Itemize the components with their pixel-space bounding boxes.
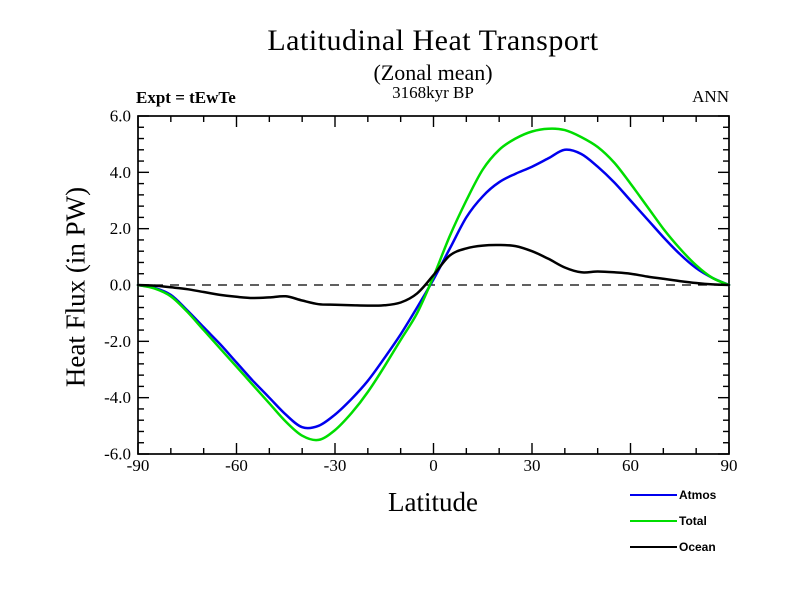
date-label: 3168kyr BP bbox=[392, 83, 474, 102]
chart-title: Latitudinal Heat Transport bbox=[267, 24, 599, 57]
series-line-atmos bbox=[138, 150, 729, 428]
x-tick-label: -30 bbox=[323, 456, 347, 475]
y-tick-label: 6.0 bbox=[109, 106, 131, 126]
x-axis-title: Latitude bbox=[388, 487, 478, 517]
x-tick-label: -60 bbox=[225, 456, 248, 475]
season-label: ANN bbox=[692, 87, 729, 106]
series-line-total bbox=[138, 129, 729, 441]
legend-swatch-0 bbox=[630, 494, 677, 496]
chart-subtitle: (Zonal mean) bbox=[373, 60, 493, 85]
legend-item-atmos bbox=[630, 488, 800, 502]
x-tick-label: 60 bbox=[622, 456, 639, 475]
series-line-ocean bbox=[138, 245, 729, 306]
legend-swatch-1 bbox=[630, 520, 677, 522]
y-tick-label: -6.0 bbox=[104, 444, 131, 464]
legend-item-ocean bbox=[630, 540, 800, 554]
experiment-label: Expt = tEwTe bbox=[136, 88, 236, 107]
y-axis-title: Heat Flux (in PW) bbox=[60, 186, 91, 388]
legend-item-total bbox=[630, 514, 800, 528]
legend-label-ocean: Ocean bbox=[679, 540, 716, 554]
legend-label-total: Total bbox=[679, 514, 707, 528]
legend-swatch-2 bbox=[630, 546, 677, 548]
y-tick-label: 0.0 bbox=[109, 275, 131, 295]
x-tick-label: 90 bbox=[720, 456, 738, 475]
y-tick-label: 4.0 bbox=[109, 162, 131, 182]
y-tick-label: -2.0 bbox=[104, 331, 131, 351]
legend-label-atmos: Atmos bbox=[679, 488, 717, 502]
x-tick-label: 30 bbox=[523, 456, 541, 475]
x-tick-label: 0 bbox=[429, 456, 438, 475]
x-tick-label: -90 bbox=[126, 456, 150, 475]
y-tick-label: 2.0 bbox=[109, 219, 131, 239]
y-tick-label: -4.0 bbox=[104, 388, 131, 408]
